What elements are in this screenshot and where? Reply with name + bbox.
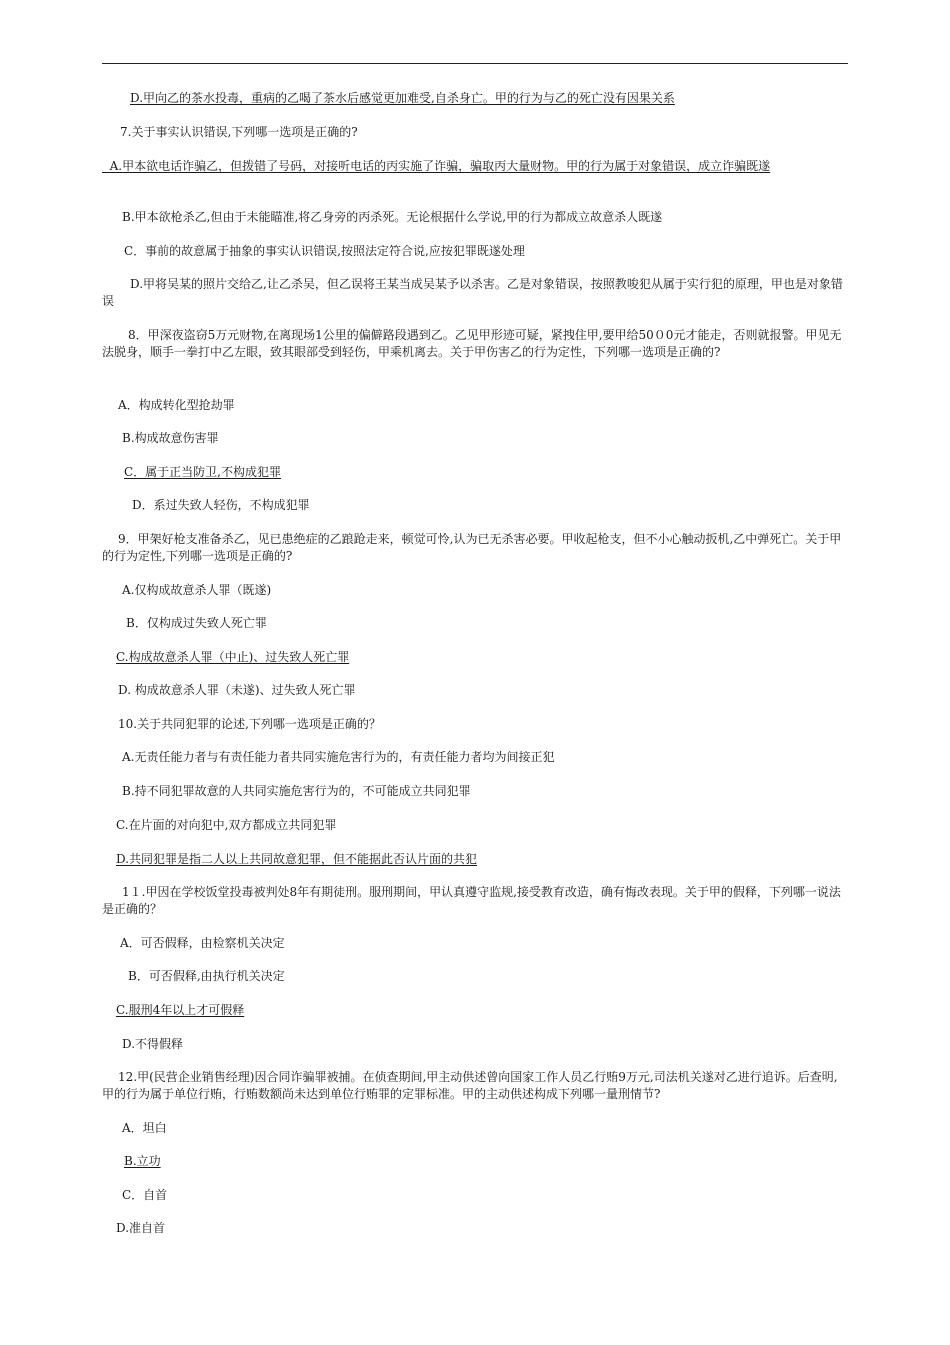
q8-question: 8．甲深夜盗窃5万元财物,在离现场1公里的偏僻路段遇到乙。乙见甲形迹可疑，紧拽住甲,要甲给50０0元才能走，否则就报警。甲见无法脱身，顺手一拳打中乙左眼，致其眼部受到轻伤，甲乘机离去。关于甲伤害乙的行为定性，下列哪一选项是正确的? (102, 328, 842, 359)
q11-option-d: D.不得假释 (122, 1037, 184, 1051)
q9-option-b: B．仅构成过失致人死亡罪 (126, 616, 267, 630)
q8-option-c: C．属于正当防卫,不构成犯罪 (124, 465, 281, 479)
q10-option-c: C.在片面的对向犯中,双方都成立共同犯罪 (116, 818, 337, 832)
q7-option-d: D.甲将吴某的照片交给乙,让乙杀吴，但乙误将王某当成吴某予以杀害。乙是对象错误，按照教唆犯从属于实行犯的原理，甲也是对象错误 (102, 277, 843, 308)
q10-option-a: A.无责任能力者与有责任能力者共同实施危害行为的，有责任能力者均为间接正犯 (122, 750, 555, 764)
q9-option-a: A.仅构成故意杀人罪（既遂) (122, 583, 272, 597)
q11-question: 1１.甲因在学校饭堂投毒被判处8年有期徒刑。服刑期间，甲认真遵守监规,接受教育改造，确有悔改表现。关于甲的假释，下列哪一说法是正确的？ (102, 885, 841, 916)
q6-option-d: D.甲向乙的茶水投毒，重病的乙喝了茶水后感觉更加难受,自杀身亡。甲的行为与乙的死亡没有因果关系 (130, 91, 675, 105)
q7-option-c: C．事前的故意属于抽象的事实认识错误,按照法定符合说,应按犯罪既遂处理 (124, 244, 525, 258)
q12-option-b: B.立功 (124, 1154, 161, 1168)
q10-question: 10.关于共同犯罪的论述,下列哪一选项是正确的？ (118, 717, 381, 731)
q10-option-b: B.持不同犯罪故意的人共同实施危害行为的，不可能成立共同犯罪 (122, 784, 471, 798)
q7-option-b: B.甲本欲枪杀乙,但由于未能瞄准,将乙身旁的丙杀死。无论根据什么学说,甲的行为都成立故意杀人既遂 (122, 210, 663, 224)
q12-question: 12.甲(民营企业销售经理)因合同诈骗罪被捕。在侦查期间,甲主动供述曾向国家工作人员乙行贿9万元,司法机关遂对乙进行追诉。后查明,甲的行为属于单位行贿，行贿数额尚未达到单位行贿罪的定罪标准。甲的主动供述构成下列哪一量刑情节? (102, 1070, 838, 1101)
header-rule (102, 63, 848, 64)
q9-option-c: C.构成故意杀人罪（中止)、过失致人死亡罪 (116, 650, 350, 664)
q12-option-d: D.准自首 (116, 1221, 166, 1235)
q9-option-d: D. 构成故意杀人罪（未遂)、过失致人死亡罪 (118, 683, 356, 697)
q9-question: 9．甲架好枪支准备杀乙，见已患绝症的乙踉跄走来，顿觉可怜,认为已无杀害必要。甲收起枪支，但不小心触动扳机,乙中弹死亡。关于甲的行为定性,下列哪一选项是正确的? (102, 532, 842, 563)
q8-option-d: D．系过失致人轻伤，不构成犯罪 (132, 498, 310, 512)
q8-option-b: B.构成故意伤害罪 (122, 431, 219, 445)
q7-question: 7.关于事实认识错误,下列哪一选项是正确的? (120, 125, 358, 139)
q8-option-a: A．构成转化型抢劫罪 (118, 398, 235, 412)
q11-option-c: C.服刑4年以上才可假释 (116, 1003, 245, 1017)
q11-option-b: B．可否假释,由执行机关决定 (128, 969, 285, 983)
q12-option-a: A．坦白 (122, 1121, 167, 1135)
q7-option-a: A.甲本欲电话诈骗乙，但拨错了号码，对接听电话的丙实施了诈骗，骗取丙大量财物。甲的行为属于对象错误，成立诈骗既遂 (102, 159, 771, 173)
q12-option-c: C．自首 (122, 1188, 168, 1202)
q10-option-d: D.共同犯罪是指二人以上共同故意犯罪，但不能据此否认片面的共犯 (116, 852, 478, 866)
q11-option-a: A．可否假释，由检察机关决定 (120, 936, 285, 950)
